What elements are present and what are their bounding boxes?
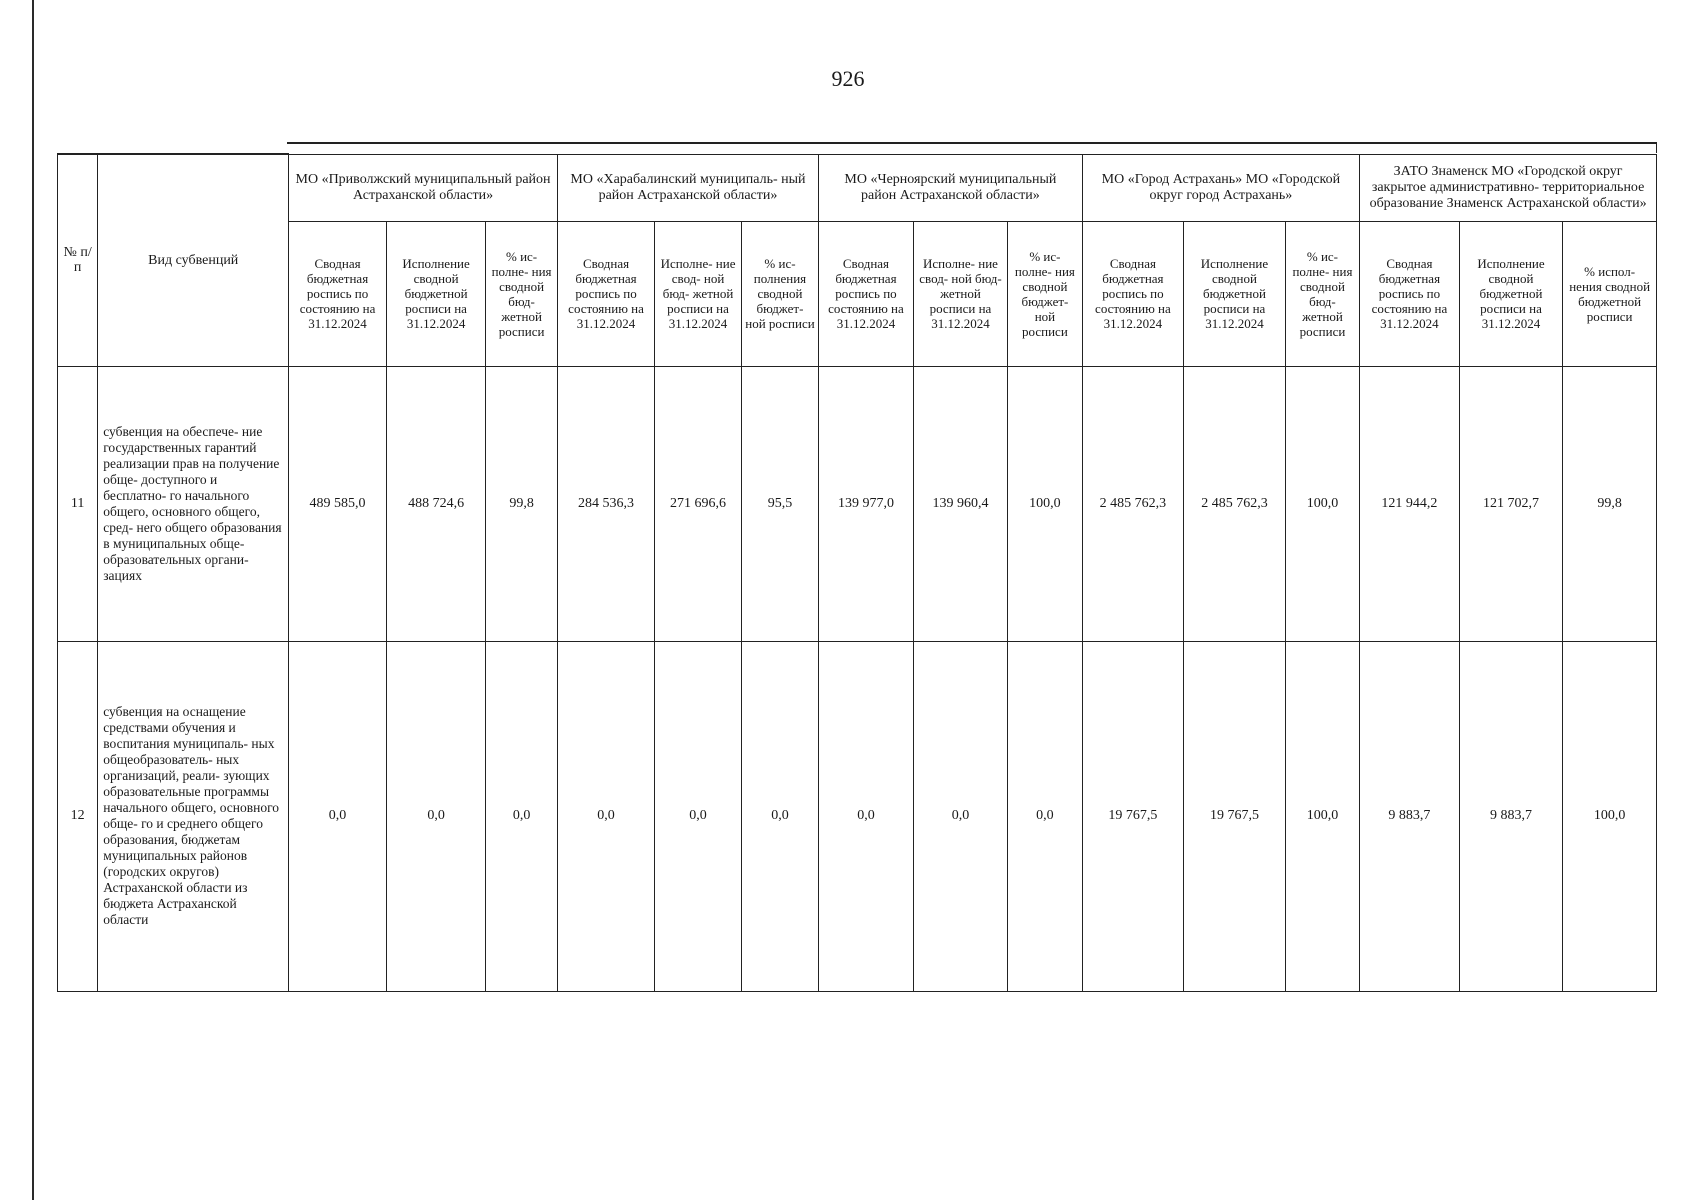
value-cell: 0,0 [1008,641,1082,991]
subvention-table [57,153,1657,992]
subheader-budget: Сводная бюджетная роспись по состоянию на 31.12.2024 [289,221,387,366]
row-type: субвенция на оснащение средствами обучения и воспитания муниципаль- ных общеобразователь- ных организаций, реали- зующих образовательные программы начального общего, основного обще- го и среднего общего образования, бюджетам муниципальных районов (городских округов) Астраханской области из бюджета Астраханской области [98,641,289,991]
subheader-budget: Сводная бюджетная роспись по состоянию на 31.12.2024 [1360,221,1460,366]
subheader-execution: Исполнение сводной бюджетной росписи на 31.12.2024 [386,221,486,366]
value-cell: 0,0 [486,641,557,991]
value-cell: 271 696,6 [655,366,741,641]
header-group-znamensk: ЗАТО Знаменск МО «Городской округ закрытое административно- территориальное образование Знаменск Астраханской области» [1360,154,1657,221]
subheader-execution: Исполнение сводной бюджетной росписи на 31.12.2024 [1459,221,1563,366]
value-cell: 100,0 [1563,641,1657,991]
value-cell: 121 702,7 [1459,366,1563,641]
subheader-percent: % ис- полне- ния сводной бюд- жетной росписи [486,221,557,366]
value-cell: 100,0 [1285,366,1359,641]
row-number: 11 [58,366,98,641]
value-cell: 100,0 [1008,366,1082,641]
subheader-percent: % ис- полнения сводной бюджет- ной росписи [741,221,818,366]
value-cell: 0,0 [557,641,655,991]
header-num: № п/п [58,154,98,366]
value-cell: 489 585,0 [289,366,387,641]
subheader-percent: % ис- полне- ния сводной бюд- жетной росписи [1285,221,1359,366]
subheader-execution: Исполне- ние свод- ной бюд- жетной росписи на 31.12.2024 [655,221,741,366]
header-group-chernoyarsky: МО «Черноярский муниципальный район Астраханской области» [819,154,1082,221]
table-row [58,366,1657,641]
table-top-strip [287,142,1657,153]
header-type: Вид субвенций [98,154,289,366]
value-cell: 284 536,3 [557,366,655,641]
subheader-budget: Сводная бюджетная роспись по состоянию на 31.12.2024 [557,221,655,366]
value-cell: 2 485 762,3 [1184,366,1286,641]
value-cell: 0,0 [913,641,1008,991]
value-cell: 139 977,0 [819,366,914,641]
value-cell: 99,8 [486,366,557,641]
value-cell: 0,0 [655,641,741,991]
value-cell: 95,5 [741,366,818,641]
value-cell: 488 724,6 [386,366,486,641]
table-row [58,641,1657,991]
subheader-percent: % испол- нения сводной бюджетной росписи [1563,221,1657,366]
value-cell: 9 883,7 [1360,641,1460,991]
value-cell: 99,8 [1563,366,1657,641]
row-number: 12 [58,641,98,991]
value-cell: 2 485 762,3 [1082,366,1184,641]
value-cell: 100,0 [1285,641,1359,991]
subheader-budget: Сводная бюджетная роспись по состоянию на 31.12.2024 [819,221,914,366]
subheader-execution: Исполне- ние свод- ной бюд- жетной росписи на 31.12.2024 [913,221,1008,366]
page-number: 926 [831,66,865,91]
page-margin-line [32,0,34,1200]
subheader-budget: Сводная бюджетная роспись по состоянию на 31.12.2024 [1082,221,1184,366]
value-cell: 19 767,5 [1082,641,1184,991]
header-group-astrakhan-city: МО «Город Астрахань» МО «Городской округ город Астрахань» [1082,154,1360,221]
value-cell: 19 767,5 [1184,641,1286,991]
value-cell: 0,0 [289,641,387,991]
header-row-subcolumns [58,221,1657,366]
header-group-privolzhsky: МО «Приволжский муниципальный район Астраханской области» [289,154,557,221]
subheader-execution: Исполнение сводной бюджетной росписи на 31.12.2024 [1184,221,1286,366]
subheader-percent: % ис- полне- ния сводной бюджет- ной росписи [1008,221,1082,366]
value-cell: 0,0 [819,641,914,991]
value-cell: 139 960,4 [913,366,1008,641]
value-cell: 0,0 [386,641,486,991]
value-cell: 0,0 [741,641,818,991]
header-group-kharabalinsky: МО «Харабалинский муниципаль- ный район Астраханской области» [557,154,818,221]
header-row-groups [58,154,1657,221]
row-type: субвенция на обеспече- ние государственных гарантий реализации прав на получение обще- доступного и бесплатно- го начального общего, основного общего, сред- него общего образования в муниципальных обще- образовательных органи- зациях [98,366,289,641]
value-cell: 121 944,2 [1360,366,1460,641]
value-cell: 9 883,7 [1459,641,1563,991]
